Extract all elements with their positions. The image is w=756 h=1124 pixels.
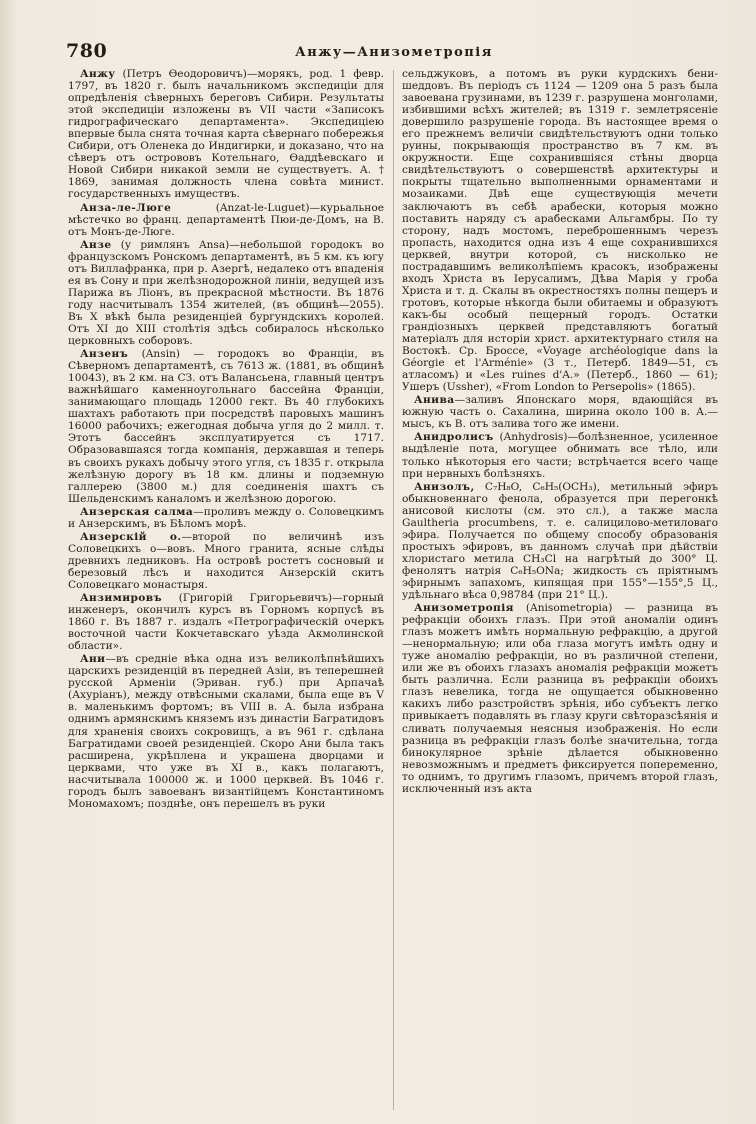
dictionary-entry [402, 481, 718, 601]
entry-text: (Anisometropia) — разница въ рефракціи обоихъ глазъ. При этой аномаліи одинъ глазъ можетъ имѣть нормальную рефракцію, а другой—ненормальную; или оба глаза могутъ имѣть одну и туже аномалію рефракціи, но въ различной степени, или же въ обоихъ глазахъ аномалія рефракціи можетъ быть различна. Если разница въ рефракціи обоихъ глазъ невелика, тогда не ощущается обыкновенно какихъ либо разстройствъ зрѣнія, ибо субъектъ легко привыкаетъ подавлять въ глазу круги свѣторазсѣянія и сливать получаемыя неясныя изображенія. Но если разница въ рефракціи глазъ болѣе значительна, тогда бинокулярное зрѣніе дѣлается обыкновенно невозможнымъ и предметъ фиксируется попеременно, то однимъ, то другимъ глазомъ, причемъ второй глазъ, исключенный изъ акта [402, 602, 718, 795]
entry-headword: Анива [414, 394, 455, 407]
dictionary-entry [68, 68, 384, 201]
entry-text: (Петръ Өеодоровичъ)—морякъ, род. 1 февр. 1797, въ 1820 г. былъ начальникомъ экспедиціи для опредѣленія сѣверныхъ береговъ Сибири. Результаты этой экспедиціи изложены въ VII части «Записокъ гидрографическаго департамента». Экспедиціею впервые была снята точная карта сѣвернаго побережья Сибири, отъ Оленека до Индигирки, и доказано, что на сѣверъ отъ острововъ Котельнаго, Өаддѣевскаго и Новой Сибири никакой земли не существуетъ. А. † 1869, занимая должность члена совѣта минист. государственныхъ имуществъ. [68, 68, 384, 201]
dictionary-entry [402, 68, 718, 393]
dictionary-entry [68, 653, 384, 810]
entry-headword: Анзерская салма [80, 505, 194, 518]
dictionary-entry [68, 531, 384, 591]
dictionary-entry [68, 592, 384, 652]
entry-headword: Анизометропія [414, 602, 514, 615]
running-head: Анжу—Анизометропія [295, 45, 493, 60]
entry-text: сельджуковъ, а потомъ въ руки курдскихъ бени-шеддовъ. Въ періодъ съ 1124 — 1209 она 5 разъ была завоевана грузинами, въ 1239 г. разрушена монголами, избившими всѣхъ жителей; въ 1319 г. землетрясеніе довершило разрушеніе города. Въ настоящее время о его прежнемъ величіи свидѣтельствуютъ одни только руины, покрывающія пространство въ 7 км. въ окружности. Еще сохранившіяся стѣны дворца свидѣтельствуютъ о совершенствѣ архитектуры и покрыты тщательно выполненными орнаментами и мозаиками. Двѣ еще существующія мечети заключаютъ въ себѣ арабески, которыя можно поставить наряду съ арабесками Альгамбры. По ту сторону, надъ мостомъ, переброшеннымъ черезъ пропасть, находится одна изъ 4 еще сохранившихся церквей, внутри которой, съ нисколько не пострадавшимъ великолѣпіемъ красокъ, изображены входъ Христа въ Іерусалимъ, Дѣва Марія у гроба Христа и т. д. Скалы въ окрестностяхъ полны пещеръ и гротовъ, которые нѣкогда были обитаемы и образуютъ какъ-бы особый пещерный городъ. Остатки грандіозныхъ церквей представляютъ богатый матеріалъ для исторіи христ. архитектурнаго стиля на Востокѣ. Ср. Броссе, «Voyage archéologique dans la Géorgie et l'Arménie» (3 т., Петерб. 1849—51, съ атласомъ) и «Les ruines d'A.» (Петерб., 1860 — 61); Ушеръ (Ussher), «From London to Persepolis» (1865). [402, 68, 718, 394]
dictionary-entry [402, 431, 718, 479]
entry-headword: Анза-ле-Люге [80, 201, 172, 214]
left-column [68, 68, 384, 1113]
dictionary-entry [68, 239, 384, 347]
entry-headword: Анзе [80, 238, 112, 251]
entry-headword: Анизолъ, [414, 480, 475, 493]
entry-text: (Anhydrosis)—болѣзненное, усиленное выдѣленіе пота, могущее обнимать все тѣло, или только нѣкоторыя его части; встрѣчается всего чаще при нервныхъ болѣзняхъ. [402, 431, 718, 480]
entry-text: —заливъ Японскаго моря, вдающійся въ южную часть о. Сахалина, ширина около 100 в. А.—мысъ, къ В. отъ залива того же имени. [402, 394, 718, 431]
entry-text: (у римлянъ Ansa)—небольшой городокъ во французскомъ Ронскомъ департаментѣ, въ 5 км. къ югу отъ Виллафранка, при р. Азергѣ, недалеко отъ впаденія ея въ Сону и при желѣзнодорожной линіи, ведущей изъ Парижа въ Ліонъ, въ прекрасной мѣстности. Въ 1876 году насчитывалъ 1354 жителей, (въ общинѣ—2055). Въ X вѣкѣ была резиденціей бургундскихъ королей. Отъ XI до XIII столѣтія здѣсь собиралось нѣсколько церковныхъ соборовъ. [68, 238, 384, 348]
dictionary-entry [402, 602, 718, 795]
entry-text: —въ средніе вѣка одна изъ великолѣпнѣйшихъ царскихъ резиденцій въ передней Азіи, въ теперешней русской Арменіи (Эриван. губ.) при Арпачаѣ (Ахуріанъ), между отвѣсными скалами, была еще въ V в. маленькимъ фортомъ; въ VIII в. А. была избрана однимъ армянскимъ княземъ изъ династіи Багратидовъ для храненія своихъ сокровищъ, а въ 961 г. сдѣлана Багратидами своей резиденціей. Скоро Ани была такъ расширена, укрѣплена и украшена дворцами и церквами, что уже въ XI в., какъ полагаютъ, насчитывала 100000 ж. и 1000 церквей. Въ 1046 г. городъ былъ завоеванъ византійцемъ Константиномъ Мономахомъ; позднѣе, онъ перешелъ въ руки [68, 653, 384, 810]
entry-text: C₇H₈O, C₆H₅(OCH₃), метильный эфиръ обыкновеннаго фенола, образуется при перегонкѣ анисовой кислоты (см. это сл.), а также масла Gaultheria procumbens, т. е. салицилово-метиловаго эфира. Получается по общему способу образованія простыхъ эфировъ, въ данномъ случаѣ при дѣйствіи хлористаго метила CH₃Cl на нагрѣтый до 300° Ц. фенолятъ натрія C₆H₅ONa; жидкость съ пріятнымъ эфирнымъ запахомъ, кипящая при 155°—155°,5 Ц., удѣльнаго вѣса 0,98784 (при 21° Ц.). [402, 480, 718, 602]
entry-text: —проливъ между о. Соловецкимъ и Анзерскимъ, въ Бѣломъ морѣ. [68, 505, 384, 530]
entry-headword: Анзимировъ [80, 592, 163, 605]
entry-headword: Анзенъ [80, 348, 129, 361]
dictionary-entry [68, 348, 384, 505]
right-column [402, 68, 718, 1113]
page-number: 780 [66, 40, 108, 62]
dictionary-entry [402, 394, 718, 430]
page-header [66, 40, 722, 66]
entry-text: (Ansin) — городокъ во Франціи, въ Сѣверномъ департаментѣ, съ 7613 ж. (1881, въ общинѣ 10043), въ 2 км. на СЗ. отъ Валансьена, главный центръ важнѣйшаго каменноугольнаго бассейна Франціи, занимающаго площадь 12000 гект. Въ 40 глубокихъ шахтахъ работають при посредствѣ паровыхъ машинъ 16000 рабочихъ; ежегодная добыча угля до 2 милл. т. Этотъ бассейнъ эксплуатируется съ 1717. Образовавшаяся тогда компанія, державшая и теперь въ своихъ рукахъ добычу этого угля, съ 1835 г. открыла желѣзную дорогу въ 18 км. длины и подземную галлерею (3800 м.) для соединенія шахтъ съ Шельденскимъ каналомъ и желѣзною дорогою. [68, 348, 384, 505]
column-divider [393, 70, 394, 1110]
entry-text: (Anzat-le-Luguet)—курьальное мѣстечко во франц. департаментѣ Пюи-де-Домъ, на В. отъ Монъ-де-Люге. [68, 201, 384, 238]
entry-headword: Анзерскій о. [80, 530, 182, 543]
entry-text: —второй по величинѣ изъ Соловецкихъ о—вовъ. Много гранита, ясные слѣды древнихъ ледниковъ. На островѣ ростетъ сосновый и березовый лѣсъ и находится Анзерскій скитъ Соловецкаго монастыря. [68, 530, 384, 591]
entry-headword: Ани [80, 653, 106, 666]
entry-headword: Анжу [80, 68, 116, 80]
dictionary-entry [68, 202, 384, 238]
dictionary-entry [68, 506, 384, 530]
entry-headword: Анидролисъ [414, 431, 494, 444]
entry-text: (Григорій Григорьевичъ)—горный инженеръ, окончилъ курсъ въ Горномъ корпусѣ въ 1860 г. Въ 1887 г. издалъ «Петрографическій очеркъ восточной части Кокчетавскаго уѣзда Акмолинской области». [68, 592, 384, 653]
